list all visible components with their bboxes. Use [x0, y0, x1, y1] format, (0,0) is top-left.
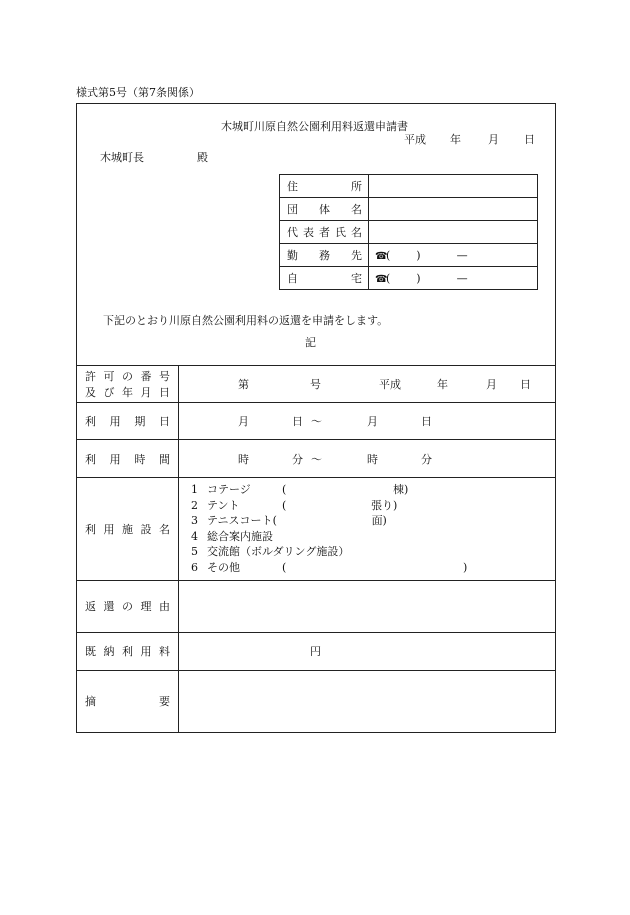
facility-label: 利 用 施 設 名: [85, 522, 170, 536]
date-line: [404, 131, 535, 147]
work-row: [280, 244, 538, 267]
phone-dash: —: [456, 248, 468, 262]
time-min-end: 分: [421, 452, 432, 466]
remarks-field[interactable]: [179, 670, 556, 732]
applicant-table: [279, 174, 538, 290]
phone-icon: ☎: [375, 273, 388, 285]
facility-list: [179, 478, 555, 580]
period-day-end: 日: [421, 415, 432, 428]
date-month: 月: [488, 133, 499, 146]
paid-label: 既 納 利 用 料: [85, 645, 170, 659]
permit-field[interactable]: [179, 366, 556, 403]
permit-dai: 第: [238, 378, 249, 391]
group-label: 団 体 名: [287, 203, 362, 216]
phone-paren-close: ): [416, 271, 421, 285]
home-label: 自 宅: [287, 272, 362, 285]
paid-field[interactable]: [179, 632, 556, 670]
form-title: 木城町川原自然公園利用料返還申請書: [221, 120, 408, 133]
period-month-start: 月: [238, 415, 249, 428]
date-era: 平成: [404, 133, 426, 146]
rep-label: 代 表 者 氏 名: [287, 226, 362, 239]
permit-label-line2: 及 び 年 月 日: [85, 386, 170, 399]
phone-paren-close: ): [416, 248, 421, 262]
period-field[interactable]: [179, 403, 556, 440]
reason-field[interactable]: [179, 580, 556, 632]
work-label: 勤 務 先: [287, 249, 362, 262]
permit-label-line1: 許 可 の 番 号: [85, 370, 170, 383]
ki-marker: 記: [305, 336, 316, 349]
facility-item: 4 総合案内施設: [191, 529, 273, 543]
addressee-honorific: 殿: [197, 151, 208, 164]
facility-item: 1 コテージ ( 棟): [191, 483, 409, 496]
work-phone-field[interactable]: [369, 244, 538, 267]
address-row: [280, 175, 538, 198]
facility-field[interactable]: [179, 478, 556, 581]
time-label: 利 用 時 間: [85, 452, 170, 466]
address-field[interactable]: [369, 175, 538, 198]
period-label: 利 用 期 日: [85, 415, 170, 428]
time-row: [77, 440, 556, 478]
group-field[interactable]: [369, 198, 538, 221]
time-hour-end: 時: [367, 452, 378, 466]
reason-label: 返 還 の 理 由: [85, 600, 170, 614]
phone-icon: ☎: [375, 250, 388, 262]
facility-item: 6 その他 ( ): [191, 560, 468, 574]
permit-era: 平成: [379, 378, 401, 391]
details-table: [76, 365, 556, 733]
time-min-start: 分: [292, 452, 303, 466]
permit-month: 月: [486, 378, 497, 391]
period-month-end: 月: [367, 415, 378, 428]
facility-item: 2 テント ( 張り): [191, 498, 398, 512]
yen-unit: 円: [310, 645, 321, 659]
address-label: 住 所: [287, 180, 362, 193]
phone-paren-open: (: [386, 271, 391, 285]
addressee: [100, 149, 208, 165]
facility-item: 3 テニスコート ( 面): [191, 514, 387, 528]
reason-row: [77, 580, 556, 632]
rep-field[interactable]: [369, 221, 538, 244]
time-tilde: ～: [311, 452, 322, 466]
facility-item: 5 交流館（ボルダリング施設）: [191, 545, 350, 559]
home-row: [280, 267, 538, 290]
statement-text: 下記のとおり川原自然公園利用料の返還を申請をします。: [103, 314, 389, 327]
rep-row: [280, 221, 538, 244]
form-number: 様式第5号（第7条関係）: [76, 86, 200, 99]
time-hour-start: 時: [238, 452, 249, 466]
time-field[interactable]: [179, 440, 556, 478]
period-row: [77, 403, 556, 440]
date-year: 年: [450, 133, 461, 146]
remarks-row: [77, 670, 556, 732]
addressee-name: 木城町長: [100, 151, 144, 164]
permit-day: 日: [520, 378, 531, 391]
phone-paren-open: (: [386, 248, 391, 262]
date-day: 日: [524, 133, 535, 146]
remarks-label: 摘 要: [85, 695, 170, 709]
period-tilde: ～: [311, 415, 322, 428]
phone-dash: —: [456, 271, 468, 285]
paid-row: [77, 632, 556, 670]
permit-year: 年: [437, 378, 448, 391]
permit-go: 号: [310, 378, 321, 391]
facility-row: [77, 478, 556, 581]
permit-row: [77, 366, 556, 403]
home-phone-field[interactable]: [369, 267, 538, 290]
group-row: [280, 198, 538, 221]
period-day-start: 日: [292, 415, 303, 428]
